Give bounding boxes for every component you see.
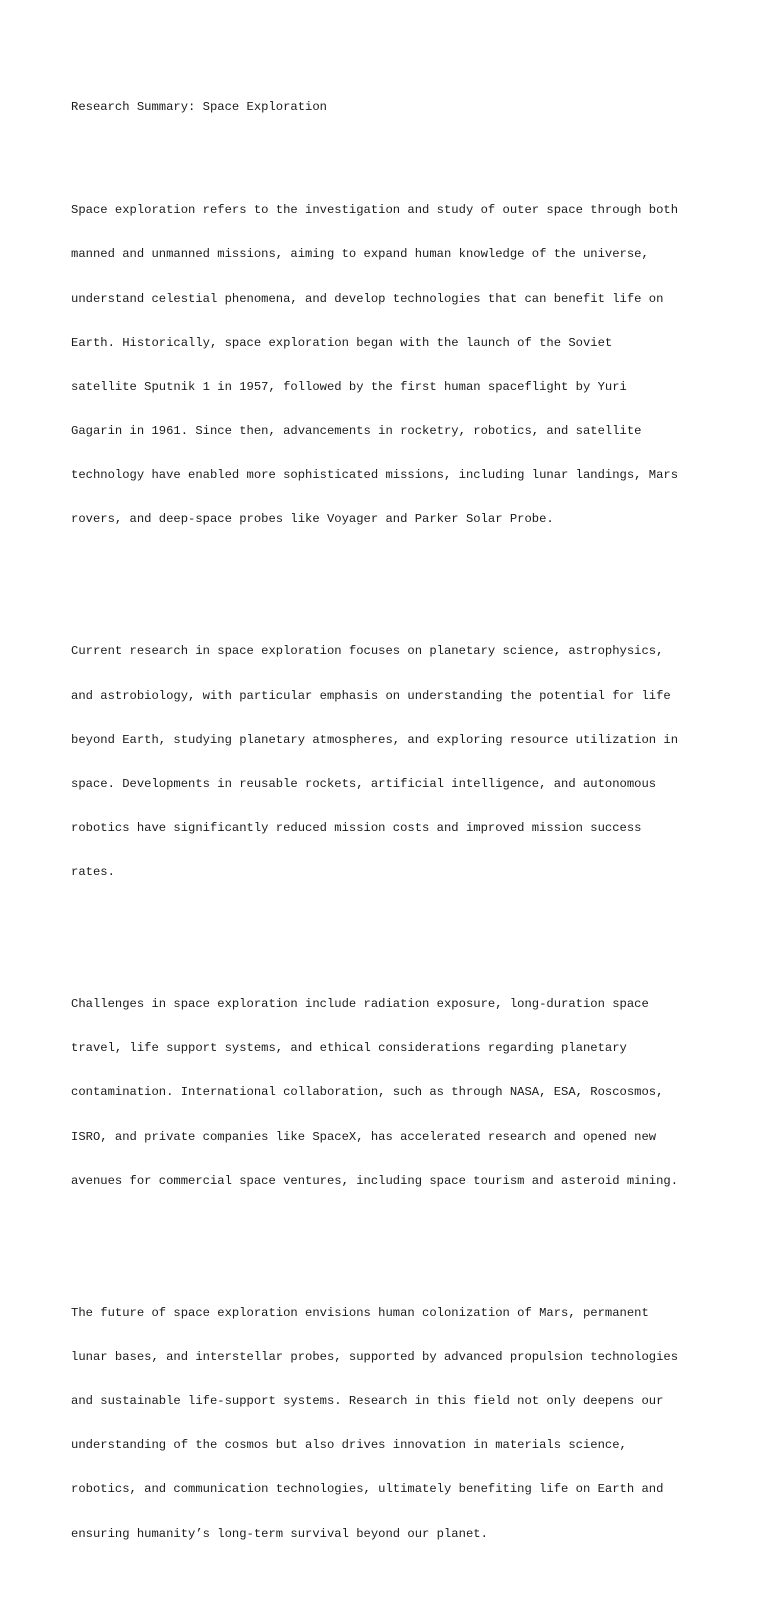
paragraph-line: rates. bbox=[71, 864, 115, 879]
paragraph-line: lunar bases, and interstellar probes, supported by advanced propulsion technologies bbox=[71, 1350, 679, 1365]
paragraph-line: Gagarin in 1961. Since then, advancements in rocketry, robotics, and satellite bbox=[71, 423, 642, 438]
paragraph-line: space. Developments in reusable rockets, artificial intelligence, and autonomous bbox=[71, 776, 657, 791]
paragraph-line: Space exploration refers to the investigation and study of outer space through both bbox=[71, 203, 679, 218]
paragraph-line: understand celestial phenomena, and develop technologies that can benefit life on bbox=[71, 291, 664, 306]
paragraph-line: understanding of the cosmos but also drives innovation in materials science, bbox=[71, 1438, 627, 1453]
paragraph-line: satellite Sputnik 1 in 1957, followed by the first human spaceflight by Yuri bbox=[71, 379, 627, 394]
paragraph-line: Current research in space exploration focuses on planetary science, astrophysics, bbox=[71, 644, 664, 659]
paragraph-line: Earth. Historically, space exploration began with the launch of the Soviet bbox=[71, 335, 613, 350]
paragraph-line: contamination. International collaboration, such as through NASA, ESA, Roscosmos, bbox=[71, 1085, 664, 1100]
paragraph-3 bbox=[71, 968, 711, 1218]
paragraph-line: Challenges in space exploration include radiation exposure, long-duration space bbox=[71, 997, 649, 1012]
document-title: Research Summary: Space Exploration bbox=[71, 100, 327, 115]
paragraph-line: technology have enabled more sophisticated missions, including lunar landings, Mars bbox=[71, 467, 679, 482]
paragraph-line: and sustainable life-support systems. Research in this field not only deepens our bbox=[71, 1394, 664, 1409]
paragraph-line: rovers, and deep-space probes like Voyager and Parker Solar Probe. bbox=[71, 512, 554, 527]
paragraph-line: manned and unmanned missions, aiming to expand human knowledge of the universe, bbox=[71, 247, 649, 262]
paragraph-4 bbox=[71, 1277, 711, 1571]
paragraph-line: travel, life support systems, and ethical considerations regarding planetary bbox=[71, 1041, 627, 1056]
paragraph-line: and astrobiology, with particular emphasis on understanding the potential for life bbox=[71, 688, 671, 703]
paragraph-line: ISRO, and private companies like SpaceX, has accelerated research and opened new bbox=[71, 1129, 657, 1144]
paragraph-line: ensuring humanity’s long-term survival beyond our planet. bbox=[71, 1526, 488, 1541]
paragraph-line: beyond Earth, studying planetary atmospheres, and exploring resource utilization in bbox=[71, 732, 679, 747]
paragraph-line: The future of space exploration envisions human colonization of Mars, permanent bbox=[71, 1306, 649, 1320]
paragraph-line: robotics, and communication technologies, ultimately benefiting life on Earth and bbox=[71, 1482, 664, 1497]
paragraph-2 bbox=[71, 615, 711, 909]
paragraph-1 bbox=[71, 174, 711, 556]
document-page bbox=[71, 71, 711, 1600]
paragraph-line: avenues for commercial space ventures, including space tourism and asteroid mining. bbox=[71, 1173, 679, 1188]
paragraph-line: robotics have significantly reduced mission costs and improved mission success bbox=[71, 820, 642, 835]
